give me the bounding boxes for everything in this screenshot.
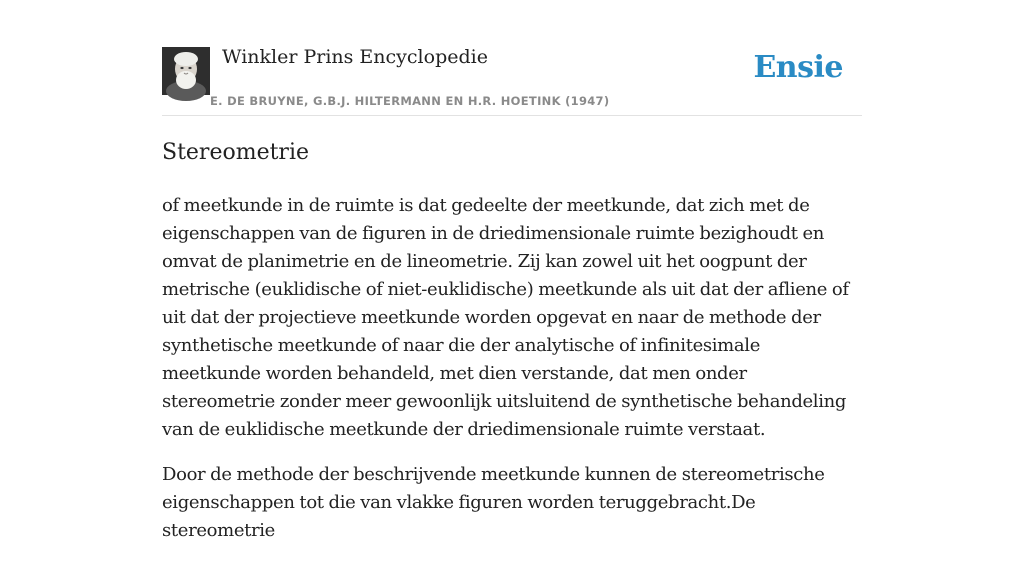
source-header <box>162 40 862 116</box>
source-authors: E. DE BRUYNE, G.B.J. HILTERMANN EN H.R. HOETINK (1947) <box>210 94 610 108</box>
article-paragraph: Door de methode der beschrijvende meetkunde kunnen de stereometrische eigenschappen tot die van vlakke figuren worden teruggebracht.De stereometrie <box>162 464 825 541</box>
avatar <box>162 47 210 95</box>
article-title: Stereometrie <box>162 140 310 165</box>
article-body <box>162 192 862 562</box>
source-title[interactable]: Winkler Prins Encyclopedie <box>222 46 488 68</box>
author-portrait-icon <box>162 47 210 95</box>
brand-logo[interactable]: Ensie <box>753 50 843 85</box>
article-paragraph: of meetkunde in de ruimte is dat gedeelte der meetkunde, dat zich met de eigenschappen van de figuren in de driedimensionale ruimte bezighoudt en omvat de planimetrie en de lineometrie. Zij kan zowel uit het oogpunt der metrische (euklidische of niet-euklidische) meetkunde als uit dat der afliene of uit dat der projectieve meetkunde worden opgevat en naar de methode der synthetische meetkunde of naar die der analytische of infinitesimale meetkunde worden behandeld, met dien verstande, dat men onder stereometrie zonder meer gewoonlijk uitsluitend de synthetische behandeling van de euklidische meetkunde der driedimensionale ruimte verstaat. <box>162 195 849 440</box>
